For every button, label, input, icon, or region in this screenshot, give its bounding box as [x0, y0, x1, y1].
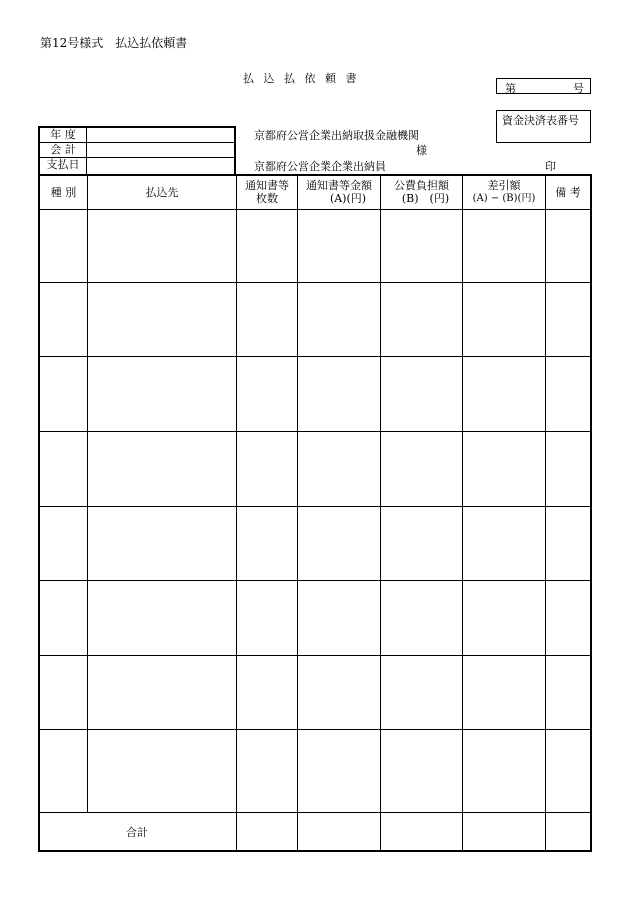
column-divider [297, 176, 298, 850]
form-number-label: 第12号様式 払込払依頼書 [40, 36, 188, 50]
document-title: 払 込 払 依 頼 書 [243, 72, 360, 85]
number-prefix: 第 [505, 82, 516, 95]
header-diff-line1: 差引額 [487, 179, 521, 192]
header-diff [463, 179, 545, 212]
header-remarks: 備 考 [555, 186, 581, 199]
column-divider [462, 176, 463, 850]
account-label: 会 計 [40, 143, 87, 157]
header-count [237, 179, 297, 212]
header-burden [381, 179, 462, 212]
row-divider [40, 506, 590, 507]
addressee-honorific: 様 [416, 144, 427, 157]
payment-date-row[interactable] [40, 158, 234, 174]
total-divider [40, 812, 590, 813]
fund-settlement-label: 資金決済表番号 [502, 114, 579, 127]
row-divider [40, 431, 590, 432]
row-divider [40, 282, 590, 283]
issuing-officer: 京都府公営企業企業出納員 [254, 160, 386, 173]
number-suffix: 号 [573, 82, 584, 95]
header-amount [298, 179, 380, 212]
fund-settlement-number-field[interactable] [496, 110, 591, 143]
row-divider [40, 729, 590, 730]
total-label: 合計 [126, 826, 148, 839]
info-table [38, 126, 236, 174]
column-divider [236, 176, 237, 850]
account-row[interactable] [40, 143, 234, 158]
header-diff-line2: (A) − (B)(円) [472, 193, 536, 204]
header-count-line1: 通知書等 [245, 179, 289, 192]
row-divider [40, 356, 590, 357]
header-payee: 払込先 [145, 186, 179, 199]
header-amount-line1: 通知書等金額 [306, 179, 372, 192]
column-divider [380, 176, 381, 850]
row-divider [40, 655, 590, 656]
column-divider [545, 176, 546, 850]
document-number-field[interactable] [496, 78, 591, 94]
fiscal-year-label: 年 度 [40, 128, 87, 142]
payment-table [38, 174, 592, 852]
header-type: 種 別 [50, 186, 77, 199]
addressee-bank: 京都府公営企業出納取扱金融機関 [254, 129, 419, 142]
fiscal-year-row[interactable] [40, 128, 234, 143]
seal-mark: 印 [545, 160, 556, 173]
header-burden-line1: 公費負担額 [394, 179, 449, 192]
payment-date-label: 支払日 [40, 158, 87, 174]
column-divider [87, 176, 88, 812]
header-amount-line2: (A)(円) [329, 192, 367, 205]
row-divider [40, 580, 590, 581]
header-count-line2: 枚数 [256, 192, 278, 205]
header-burden-line2: (B) (円) [401, 192, 450, 205]
